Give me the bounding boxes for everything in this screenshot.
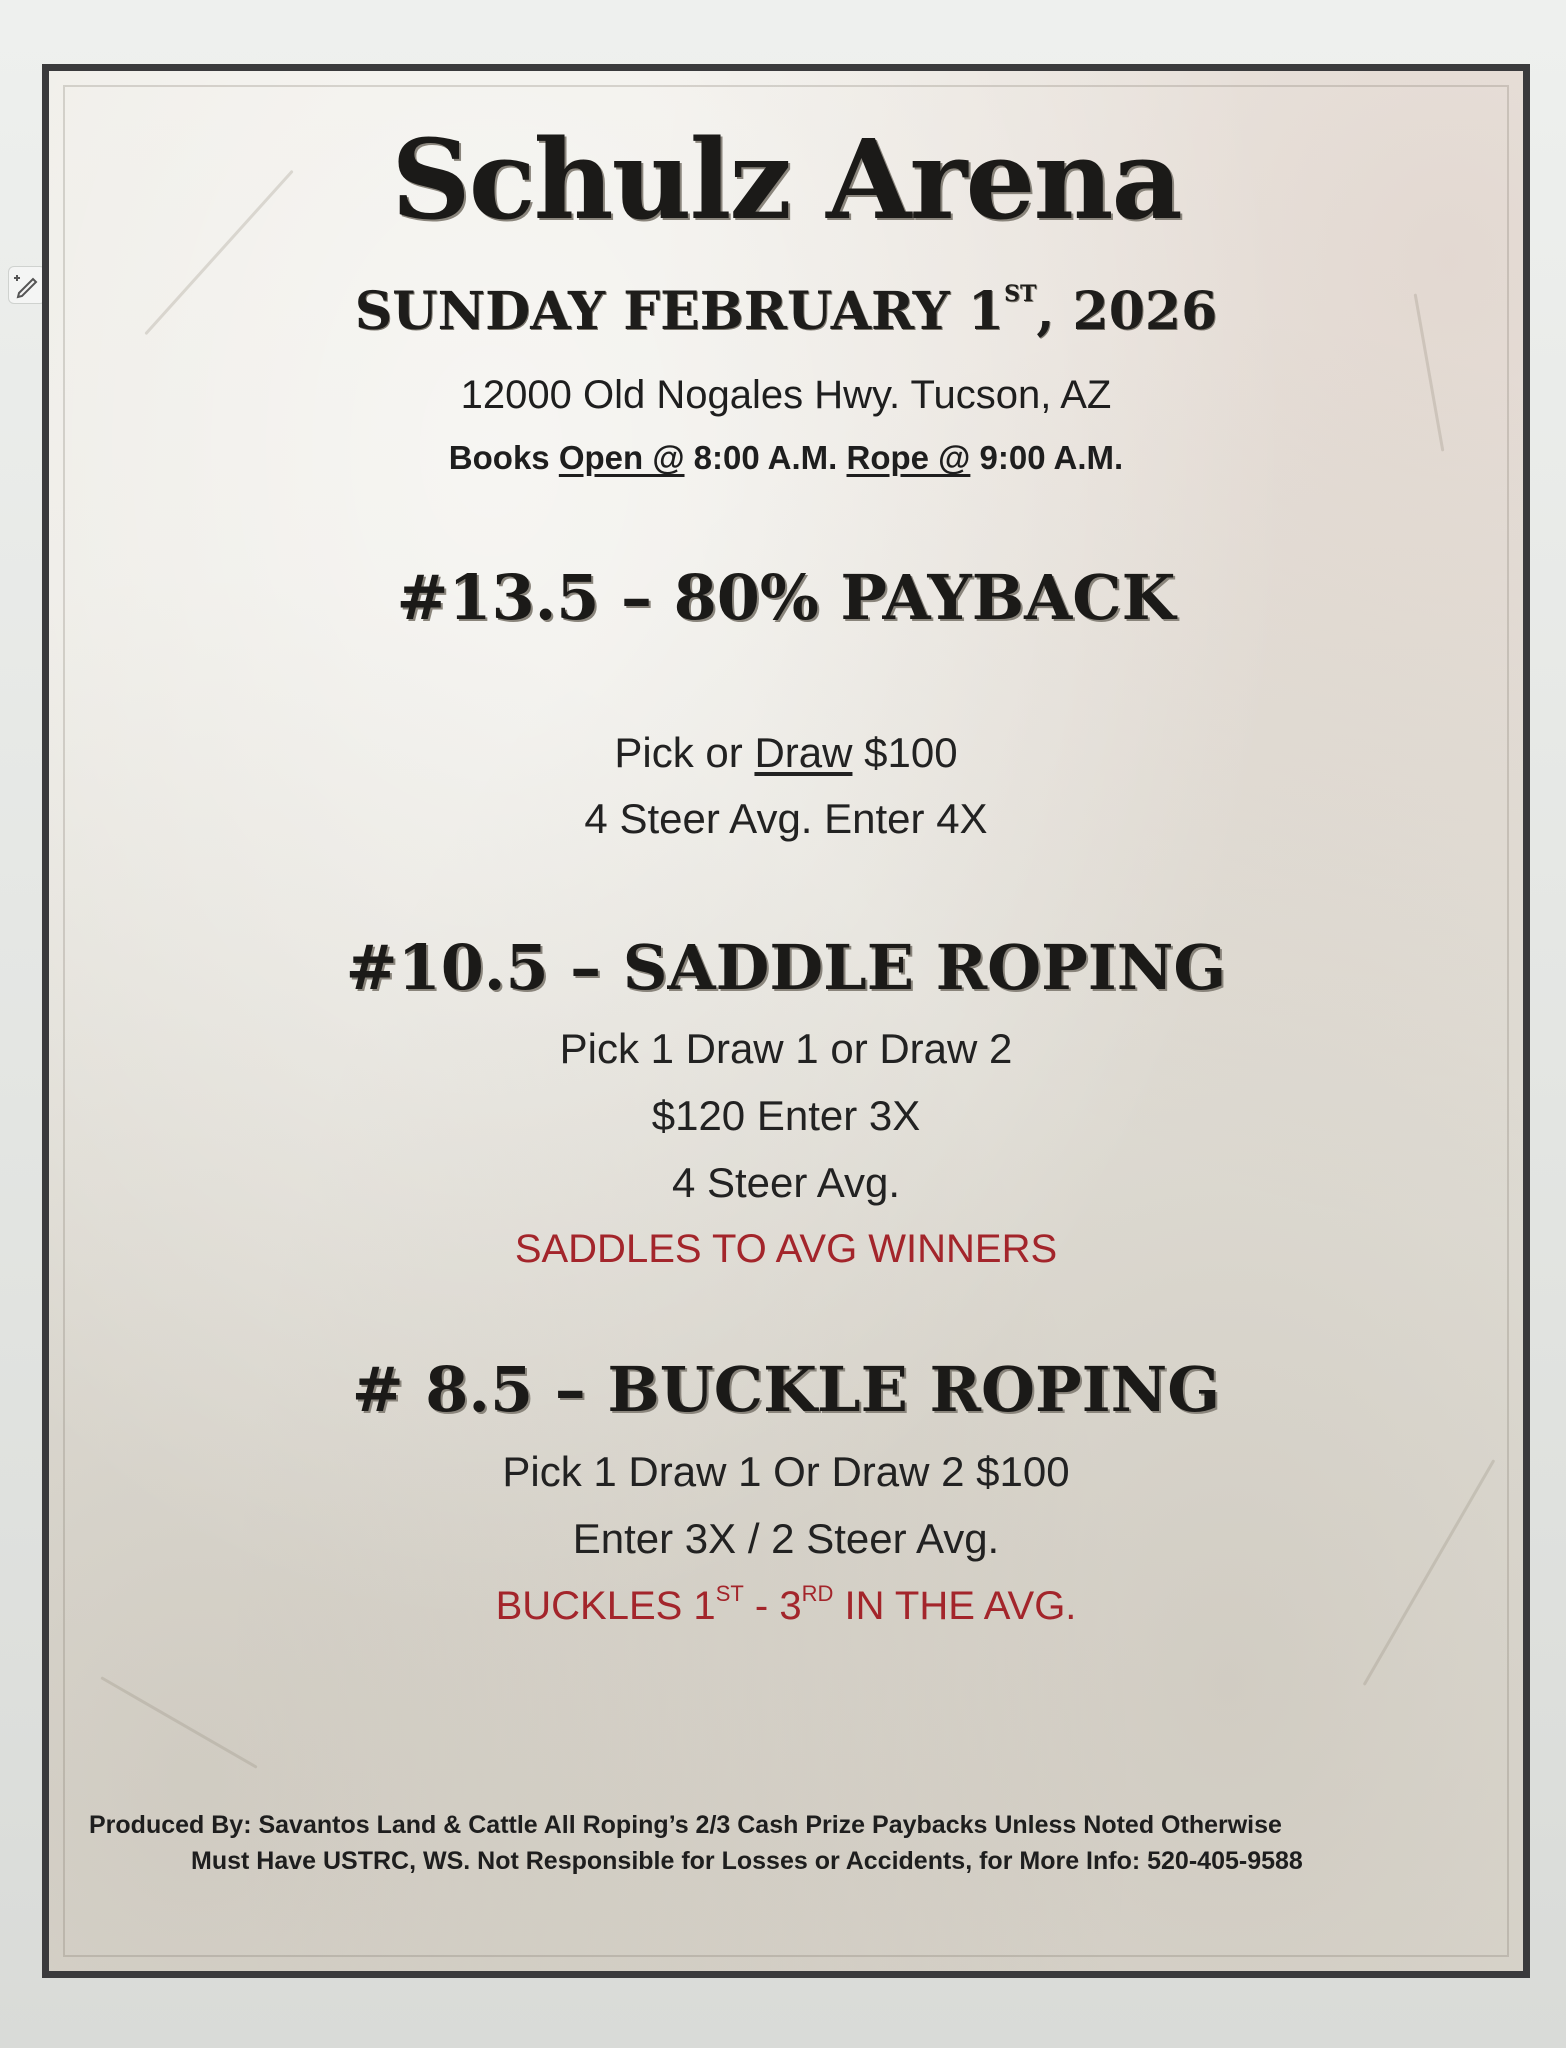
prize-sup: RD — [801, 1581, 834, 1606]
event-heading: #13.5 – 80% PAYBACK — [396, 561, 1176, 634]
prize-text: IN THE AVG. — [833, 1584, 1077, 1628]
arena-title: Schulz Arena — [391, 115, 1181, 244]
date-main: SUNDAY FEBRUARY 1 — [354, 281, 1005, 342]
event-prize — [49, 1581, 1523, 1629]
event-heading: #10.5 – SADDLE ROPING — [345, 931, 1227, 1004]
footer-disclaimer: Must Have USTRC, WS. Not Responsible for Losses or Accidents, for More Info: 520-405-9588 — [191, 1847, 1303, 1875]
paper-border-texture — [63, 85, 1509, 1957]
event-line: $120 Enter 3X — [651, 1092, 921, 1139]
event-heading: # 8.5 – BUCKLE ROPING — [351, 1353, 1221, 1426]
event-line: Pick 1 Draw 1 Or Draw 2 $100 — [502, 1448, 1070, 1495]
date-year: , 2026 — [1036, 281, 1218, 342]
flyer-paper — [42, 64, 1530, 1978]
venue-address: 12000 Old Nogales Hwy. Tucson, AZ — [460, 373, 1112, 417]
books-open-label: Open @ — [558, 439, 685, 476]
event-hours — [49, 439, 1523, 477]
event-text: $100 — [852, 729, 958, 776]
event-line: Pick 1 Draw 1 or Draw 2 — [559, 1025, 1013, 1072]
rope-time: 9:00 A.M. — [970, 439, 1124, 476]
event-prize: SADDLES TO AVG WINNERS — [514, 1227, 1058, 1271]
prize-text: BUCKLES 1 — [495, 1584, 716, 1628]
event-text: Pick or — [614, 729, 755, 776]
date-suffix: ST — [1004, 281, 1037, 307]
prize-sup: ST — [715, 1581, 744, 1606]
footer-producer: Produced By: Savantos Land & Cattle All Roping’s 2/3 Cash Prize Paybacks Unless Noted Otherwise — [89, 1811, 1282, 1839]
pencil-sparkle-icon[interactable] — [8, 266, 46, 304]
event-line: 4 Steer Avg. — [671, 1159, 901, 1206]
event-text-draw: Draw — [754, 729, 853, 776]
event-date — [49, 281, 1523, 342]
event-line: 4 Steer Avg. Enter 4X — [584, 795, 988, 842]
event-line — [49, 729, 1523, 777]
prize-text: - 3 — [743, 1584, 802, 1628]
books-time: 8:00 A.M. — [684, 439, 847, 476]
books-label: Books — [448, 439, 559, 476]
event-line: Enter 3X / 2 Steer Avg. — [572, 1515, 1000, 1562]
paper-scratch — [100, 1676, 257, 1769]
rope-label: Rope @ — [846, 439, 971, 476]
